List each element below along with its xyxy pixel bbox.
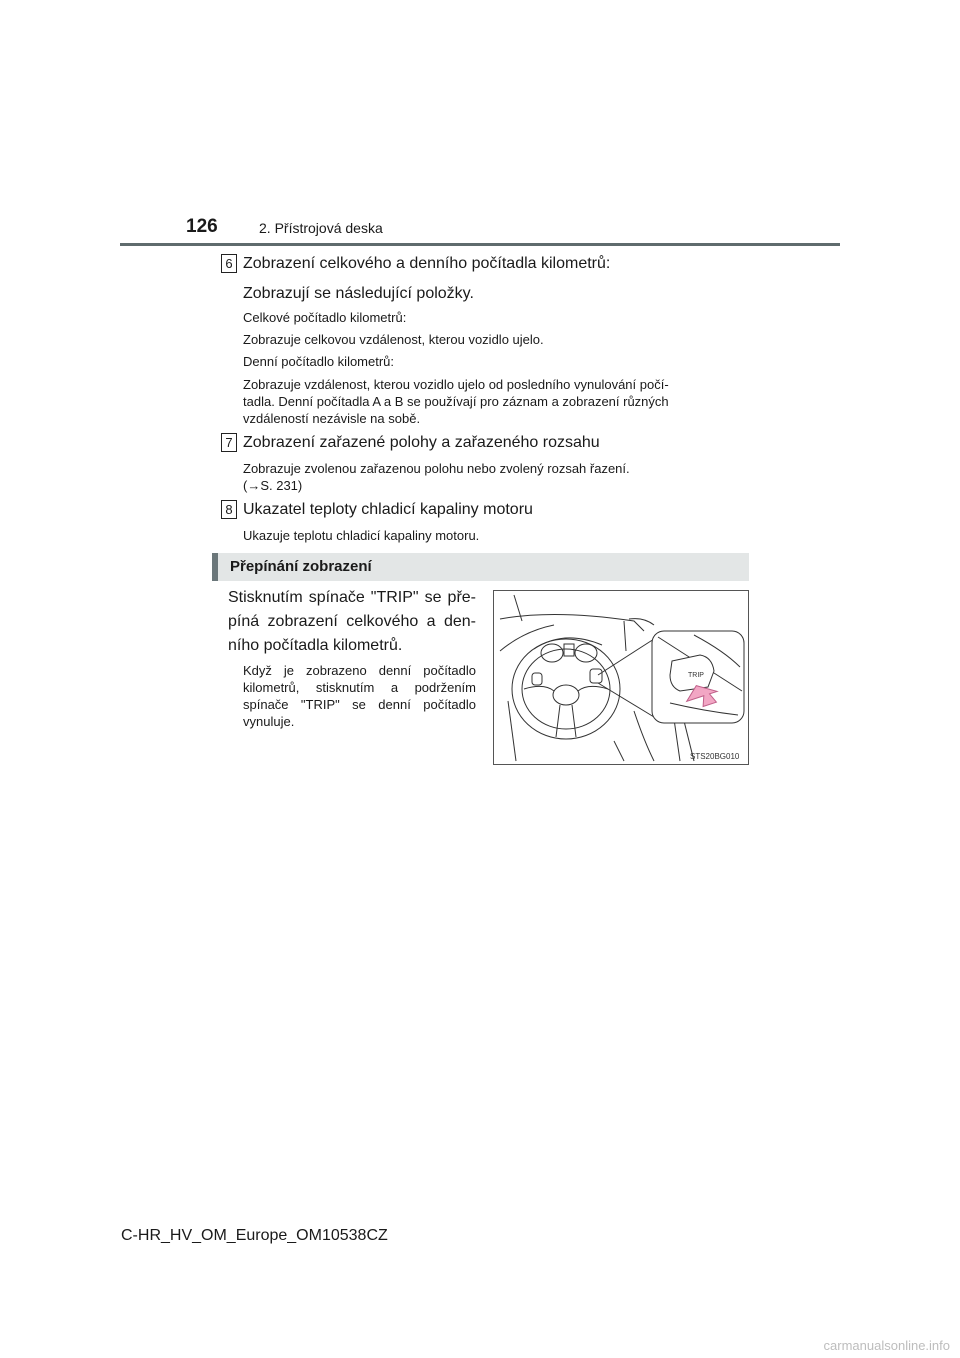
item-8-detail: Ukazuje teplotu chladicí kapaliny motoru. [243, 528, 480, 543]
item-number-6: 6 [221, 254, 237, 273]
item-7-page-reference: (→S. 231) [243, 478, 303, 493]
section-title: 2. Přístrojová deska [259, 220, 383, 236]
item-7-detail-line1: Zobrazuje zvolenou zařazenou polohu nebo zvolený rozsah řazení. [243, 461, 630, 476]
item-number-7: 7 [221, 433, 237, 452]
switching-text-line2: píná zobrazení celkového a den- [228, 613, 476, 630]
steering-wheel-trip-switch-drawing [494, 591, 748, 764]
banner-title: Přepínání zobrazení [230, 558, 372, 575]
item-6-detail-total: Zobrazuje celkovou vzdálenost, kterou vozidlo ujelo. [243, 332, 544, 347]
watermark: carmanualsonline.info [823, 1338, 950, 1353]
item-6-heading: Zobrazení celkového a denního počítadla kilometrů: [243, 255, 611, 272]
item-7-heading: Zobrazení zařazené polohy a zařazeného rozsahu [243, 434, 600, 451]
note-line3: spínače "TRIP" se denní počítadlo [243, 697, 476, 712]
item-number-8: 8 [221, 500, 237, 519]
note-line4: vynuluje. [243, 714, 295, 729]
item-6-detail-trip-line3: vzdáleností nezávisle na sobě. [243, 411, 421, 426]
illustration-code: STS20BG010 [690, 752, 740, 761]
item-6-detail-trip-line2: tadla. Denní počítadla A a B se používají pro záznam a zobrazení různých [243, 394, 669, 409]
header-divider [120, 243, 840, 246]
item-6-intro: Zobrazují se následující položky. [243, 285, 474, 302]
trip-switch-label: TRIP [688, 672, 704, 679]
note-line1: Když je zobrazeno denní počítadlo [243, 663, 476, 678]
section-banner [212, 553, 749, 581]
document-code: C-HR_HV_OM_Europe_OM10538CZ [121, 1227, 388, 1244]
item-6-detail-trip-line1: Zobrazuje vzdálenost, kterou vozidlo ujelo od posledního vynulování počí- [243, 377, 669, 392]
note-line2: kilometrů, stisknutím a podržením [243, 680, 476, 695]
item-8-heading: Ukazatel teploty chladicí kapaliny motoru [243, 501, 533, 518]
item-6-detail-label-total: Celkové počítadlo kilometrů: [243, 310, 407, 325]
page-number: 126 [186, 216, 218, 237]
switching-text-line1: Stisknutím spínače "TRIP" se pře- [228, 589, 476, 606]
switching-text-line3: ního počítadla kilometrů. [228, 637, 403, 654]
item-6-detail-label-trip: Denní počítadlo kilometrů: [243, 354, 395, 369]
dashboard-illustration [493, 590, 749, 765]
